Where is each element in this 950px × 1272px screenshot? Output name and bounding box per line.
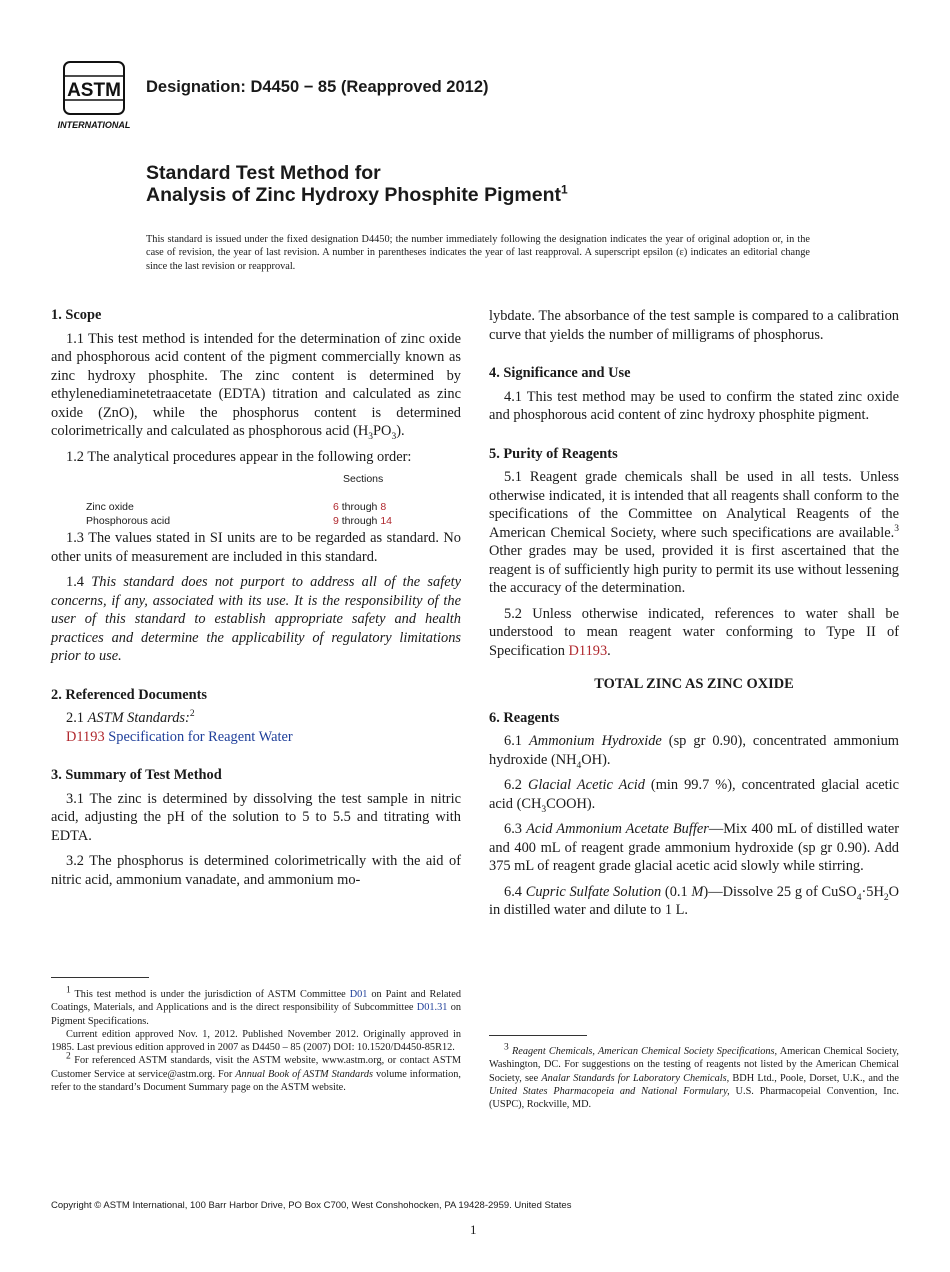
para-2-1 — [51, 709, 461, 728]
para-end: . — [607, 642, 611, 659]
through-label: through — [341, 515, 378, 527]
para-5-1-text: 5.1 Reagent grade chemicals shall be used in all tests. Unless otherwise indicated, it is intended that all reagents shall conform to the specifications of the Committee on Analytical Reagents of the American Chemical Society, where such specifications are available. — [489, 469, 899, 541]
footnote-rule — [51, 977, 149, 978]
para-5-1-text: Other grades may be used, provided it is first ascertained that the reagent is of sufficiently high purity to permit its use without lessening the accuracy of the determination. — [489, 543, 899, 596]
table-row-sections — [333, 500, 386, 514]
para-text: )—Dissolve 25 g of CuSO — [703, 883, 857, 900]
footnote-text: on Paint and Related Coatings, Materials, and Applications and is the direct responsibility of Subcommittee — [51, 989, 462, 1014]
title-text: Analysis of Zinc Hydroxy Phosphite Pigment — [146, 184, 561, 206]
para-1-3: 1.3 The values stated in SI units are to be regarded as standard. No other units of measurement are included in this standard. — [51, 530, 461, 565]
copyright-notice: Copyright © ASTM International, 100 Barr Harbor Drive, PO Box C700, West Conshohocken, PA 19428-2959. United States — [51, 1200, 572, 1211]
footnote-mark: 3 — [504, 1042, 509, 1053]
para-6-3 — [489, 820, 899, 876]
page-number: 1 — [470, 1222, 477, 1237]
para-number: 6.1 — [504, 733, 522, 749]
section-link[interactable]: 9 — [333, 515, 339, 527]
sections-table — [51, 466, 461, 527]
para-1-1 — [51, 330, 461, 441]
section-1-heading: 1. Scope — [51, 307, 102, 323]
footnote-italic: Reagent Chemicals, American Chemical Society Specifications — [511, 1046, 775, 1057]
section-link[interactable]: 14 — [380, 515, 392, 527]
logo-subtext: INTERNATIONAL — [57, 120, 131, 130]
para-text: ·5H — [861, 883, 884, 900]
section-5-heading: 5. Purity of Reagents — [489, 445, 618, 462]
footnote-1-edition: Current edition approved Nov. 1, 2012. Published November 2012. Originally approved in 1985. Last previous edition approved in 2007 as D4450 – 85 (2007) DOI: 10.1520/D4450-85R12. — [51, 1028, 461, 1054]
para-5-2 — [489, 605, 899, 661]
right-footnotes — [489, 1042, 899, 1111]
para-3-1: 3.1 The zinc is determined by dissolving the test sample in nitric acid, adjusting the pH of the solution to 5 to 5.5 and titrating with EDTA. — [51, 790, 461, 844]
right-column — [489, 307, 899, 920]
footnote-mark: 1 — [66, 985, 71, 996]
footnote-italic: Annual Book of ASTM Standards — [235, 1068, 373, 1080]
subscript: 3 — [368, 431, 374, 442]
through-label: through — [341, 501, 378, 513]
standard-notice: This standard is issued under the fixed designation D4450; the number immediately following the designation indicates the year of original adoption or, in the case of revision, the year of last revision. A number in parentheses indicates the year of last reapproval. A superscript epsilon (ε) indicates an editorial change since the last revision or reapproval. — [146, 234, 810, 272]
footnote-text: , American Chemical Society, Washington, DC. For suggestions on the testing of reagents not listed by the American Chemical Society, see — [489, 1046, 899, 1084]
reagent-name: Acid Ammonium Acetate Buffer — [526, 821, 709, 837]
para-3-2-continued: lybdate. The absorbance of the test sample is compared to a calibration curve that yields the number of milligrams of phosphorus. — [489, 308, 899, 343]
footnote-italic: United States Pharmacopeia and National Formulary, — [489, 1085, 730, 1097]
para-number: 6.3 — [504, 821, 522, 837]
footnote-italic: Analar Standards for Laboratory Chemicals, — [541, 1072, 730, 1084]
table-row-name: Phosphorous acid — [86, 515, 171, 527]
table-header: Sections — [343, 473, 384, 485]
para-2-1-text: ASTM Standards: — [87, 710, 190, 726]
section-4-heading: 4. Significance and Use — [489, 365, 631, 381]
footnote-text: volume information, refer to the standard’s Document Summary page on the ASTM website. — [51, 1068, 461, 1094]
para-text: (sp gr 0.90), concentrated ammonium hydroxide (NH — [489, 733, 899, 768]
footnote-text: BDH Ltd., Poole, Dorset, U.K., and the — [729, 1072, 899, 1084]
section-2-heading: 2. Referenced Documents — [51, 686, 207, 703]
subcommittee-link[interactable]: D01.31 — [416, 1002, 448, 1014]
para-1-2: 1.2 The analytical procedures appear in the following order: — [66, 448, 412, 465]
footnote-text: U.S. Pharmacopeial Convention, Inc. (USPC), Rockville, MD. — [489, 1085, 899, 1111]
footnote-text: This test method is under the jurisdiction of ASTM Committee — [70, 989, 350, 1000]
reagent-name: Ammonium Hydroxide — [529, 733, 662, 749]
title-footnote-mark: 1 — [561, 182, 568, 197]
footnote-2 — [51, 1054, 461, 1094]
footnote-mark: 2 — [66, 1052, 71, 1063]
astm-logo — [52, 58, 136, 132]
para-5-2-text: 5.2 Unless otherwise indicated, references to water shall be understood to mean reagent water conforming to Type II of Specification — [489, 605, 899, 659]
title-line-2 — [146, 184, 568, 207]
para-number: 1.4 — [66, 574, 84, 590]
footnote-text: For referenced ASTM standards, visit the ASTM website, www.astm.org, or contact ASTM Customer Service at service@astm.org. For — [51, 1055, 461, 1080]
para-4-1: 4.1 This test method may be used to confirm the stated zinc oxide and phosphorous acid content of zinc hydroxy phosphite pigment. — [489, 388, 899, 423]
para-6-4 — [489, 883, 899, 920]
subscript: 3 — [391, 431, 397, 442]
footnote-rule — [489, 1035, 587, 1036]
logo-text: ASTM — [67, 80, 121, 101]
left-column — [51, 306, 461, 889]
para-6-1 — [489, 732, 899, 769]
para-number: 6.4 — [504, 883, 522, 900]
para-1-4-text: This standard does not purport to address all of the safety concerns, if any, associated with its use. It is the responsibility of the user of this standard to establish appropriate safety and health practices and determine the applicability of regulatory limitations prior to use. — [51, 574, 461, 664]
footnote-3 — [489, 1042, 899, 1111]
para-text: (min 99.7 %), concentrated glacial acetic acid (CH — [489, 777, 899, 812]
center-heading: TOTAL ZINC AS ZINC OXIDE — [594, 676, 794, 692]
para-text: (0.1 — [661, 883, 692, 900]
formula-po: PO — [373, 423, 392, 439]
table-row-sections — [333, 514, 392, 528]
para-text: COOH). — [546, 795, 596, 812]
subscript: 3 — [541, 804, 547, 815]
section-6-heading: 6. Reagents — [489, 709, 560, 726]
subscript: 2 — [883, 892, 889, 903]
section-link[interactable]: 8 — [380, 501, 387, 513]
spec-link[interactable]: D1193 — [568, 642, 608, 659]
footnote-mark: 2 — [189, 709, 195, 720]
section-3-heading: 3. Summary of Test Method — [51, 767, 222, 783]
footnote-1 — [51, 985, 462, 1028]
footnote-text: on Pigment Specifications. — [51, 1002, 461, 1027]
formula-end: ). — [396, 423, 405, 439]
subscript: 4 — [576, 760, 582, 771]
para-text: O in distilled water and dilute to 1 L. — [489, 883, 899, 918]
section-link[interactable]: 6 — [333, 501, 339, 513]
left-footnotes — [51, 985, 462, 1094]
para-5-1 — [489, 468, 899, 598]
designation: Designation: D4450 − 85 (Reapproved 2012) — [146, 78, 489, 96]
para-6-2 — [489, 776, 899, 813]
astm-logo-icon — [52, 58, 136, 132]
referenced-document — [51, 728, 461, 747]
subscript: 4 — [856, 892, 862, 903]
footnote-mark: 3 — [894, 523, 899, 534]
para-number: 2.1 — [66, 710, 84, 726]
title-line-1: Standard Test Method for — [146, 162, 381, 184]
para-number: 6.2 — [504, 777, 522, 793]
molar-symbol: M — [691, 883, 704, 900]
para-text: —Mix 400 mL of distilled water and 400 mL of reagent grade ammonium hydroxide (sp gr 0.90). Add 375 mL of reagent grade glacial acetic acid slowly while stirring. — [489, 821, 899, 874]
reagent-name: Glacial Acetic Acid — [528, 777, 645, 793]
table-row-name: Zinc oxide — [86, 501, 134, 513]
para-text: OH). — [581, 751, 611, 768]
ref-code-link[interactable]: D1193 — [66, 728, 105, 745]
committee-link[interactable]: D01 — [349, 989, 368, 1000]
para-3-2: 3.2 The phosphorus is determined colorimetrically with the aid of nitric acid, ammonium vanadate, and ammonium mo- — [51, 853, 461, 888]
ref-title-link[interactable]: Specification for Reagent Water — [108, 728, 293, 745]
para-1-4 — [51, 573, 461, 666]
reagent-name: Cupric Sulfate Solution — [525, 883, 662, 900]
para-1-1-text: 1.1 This test method is intended for the determination of zinc oxide and phosphorous acid content of the pigment commercially known as zinc hydroxy phosphite. The zinc content is determined by ethylenediaminetetraacetate (EDTA) titration and calculated as zinc oxide (ZnO), while the phosphorus content is determined colorimetrically and calculated as phosphorous acid (H — [51, 330, 461, 439]
